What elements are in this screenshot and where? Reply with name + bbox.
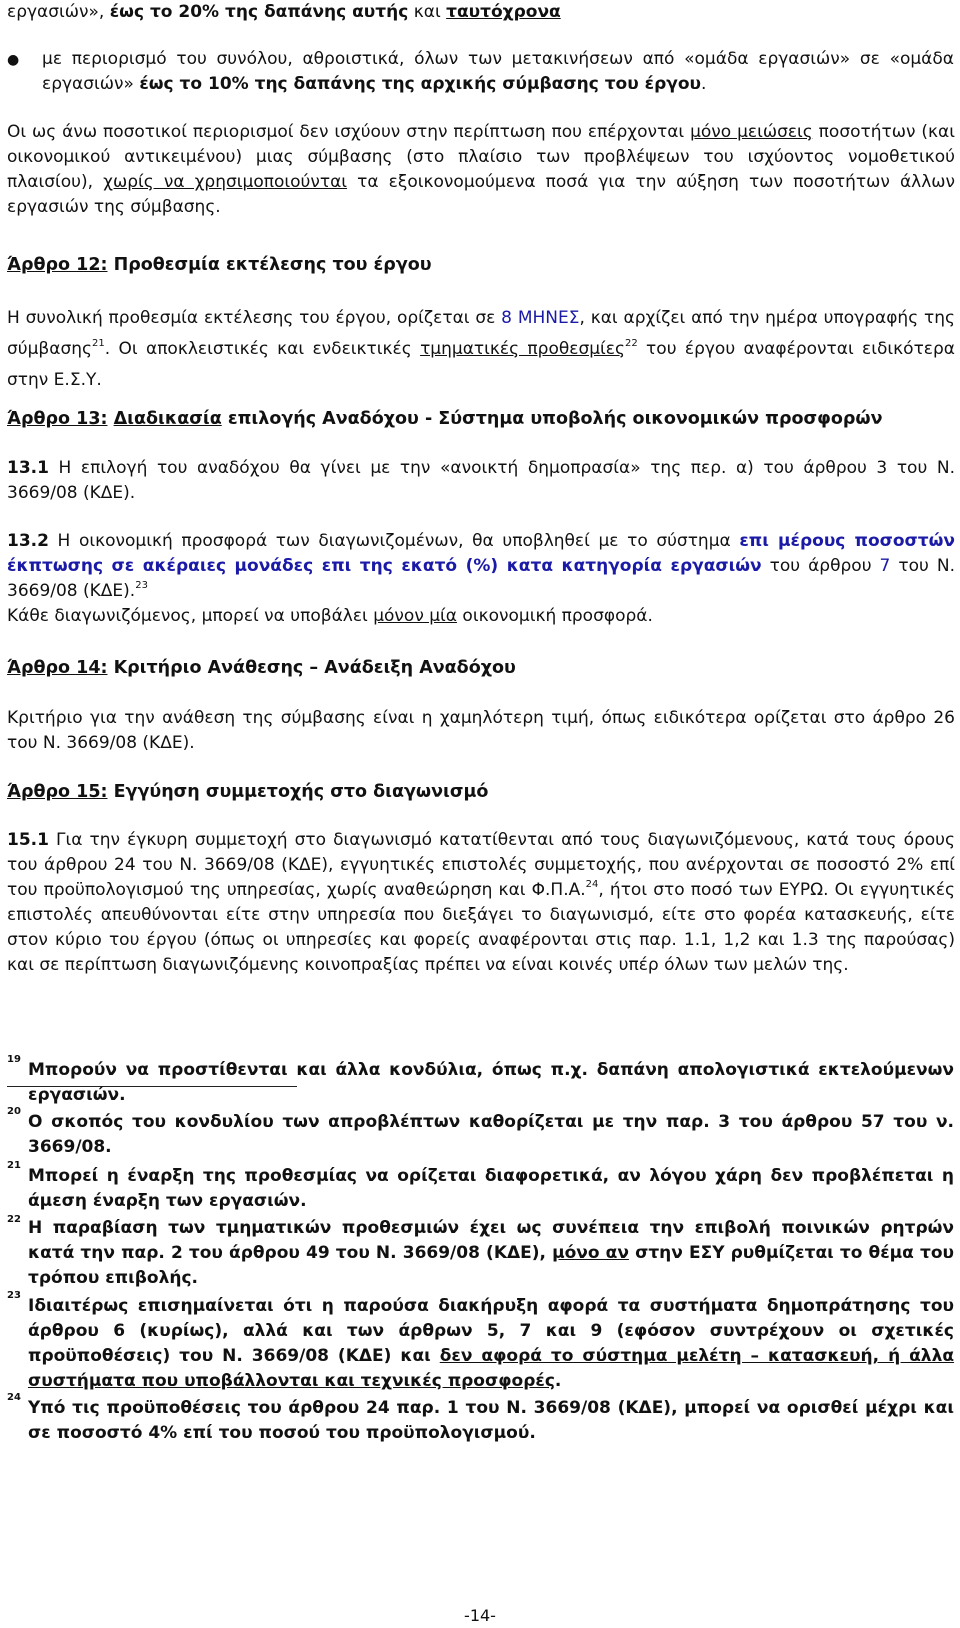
underlined-text: τμηματικές προθεσμίες: [420, 339, 625, 359]
footnote-ref: 22: [624, 338, 638, 349]
footnote-text: Μπορεί η έναρξη της προθεσμίας να ορίζεται διαφορετικά, αν λόγου χάρη δεν προβλέπεται η άμεση έναρξη των εργασιών.: [28, 1166, 954, 1211]
clause-number: 13.2: [7, 531, 49, 551]
footnote-text: Υπό τις προϋποθέσεις του άρθρου 24 παρ. 1 του Ν. 3669/08 (ΚΔΕ), μπορεί να ορισθεί μέχρι και σε ποσοστό 4% επί του ποσού του προϋπολογισμού.: [28, 1398, 954, 1443]
article-12-paragraph: [7, 303, 955, 396]
bullet-icon: ●: [7, 52, 20, 68]
text: Κριτήριο για την ανάθεση της σύμβασης είναι η χαμηλότερη τιμή, όπως ειδικότερα ορίζεται στο άρθρο 26 του Ν. 3669/08 (ΚΔΕ).: [7, 708, 955, 753]
article-title: επιλογής Αναδόχου - Σύστημα υποβολής οικονομικών προσφορών: [221, 409, 883, 429]
footnote-text: στην ΕΣΥ ρυθμίζεται το θέμα του τρόπου επιβολής.: [28, 1243, 954, 1288]
text: .: [701, 74, 707, 94]
underlined-text: χωρίς να χρησιμοποιούνται: [103, 172, 348, 192]
footnote-number: 23: [7, 1290, 21, 1301]
text: . Οι αποκλειστικές και ενδεικτικές: [104, 339, 421, 359]
footnote-text: Μπορούν να προστίθενται και άλλα κονδύλια, όπως π.χ. δαπάνη απολογιστικά εκτελούμενων εργασιών.: [28, 1060, 954, 1105]
article-title: Προθεσμία εκτέλεσης του έργου: [107, 255, 432, 275]
footnote-text: Ιδιαιτέρως επισημαίνεται ότι η παρούσα διακήρυξη αφορά τα συστήματα δημοπράτησης του άρθρου 6 (κυρίως), αλλά και των άρθρων 5, 7 και 9 (εφόσον συντρέχουν οι σχετικές προϋποθέσεις) του Ν. 3669/08 (ΚΔΕ) και: [28, 1296, 954, 1366]
article-title: Εγγύηση συμμετοχής στο διαγωνισμό: [107, 782, 489, 802]
underlined-text: δεν αφορά το σύστημα μελέτη – κατασκευή, ή άλλα συστήματα που υποβάλλονται και τεχνικές προσφορές: [28, 1346, 955, 1391]
article-13-2: [7, 529, 955, 629]
continuation-line: [7, 0, 955, 25]
underlined-text: μόνον μία: [373, 606, 458, 626]
footnote-text: Ο σκοπός του κονδυλίου των απροβλέπτων καθορίζεται με την παρ. 3 του άρθρου 57 του ν. 3669/08.: [28, 1112, 954, 1157]
article-15-heading: [7, 782, 955, 802]
text: του Ν. 3669/08 (ΚΔΕ).: [7, 556, 955, 601]
footnote-21: [28, 1164, 954, 1214]
article-label: Άρθρο 13:: [7, 409, 108, 429]
bold-text: έως το 20% της δαπάνης αυτής: [109, 2, 409, 22]
article-13-1: [7, 456, 955, 506]
text: Κάθε διαγωνιζόμενος, μπορεί να υποβάλει: [7, 606, 374, 626]
footnote-22: [28, 1216, 954, 1291]
article-12-heading: [7, 255, 955, 275]
footnote-number: 24: [7, 1392, 21, 1403]
bold-text: έως το 10% της δαπάνης της αρχικής σύμβασης του έργου: [139, 74, 701, 94]
footnote-number: 19: [7, 1054, 21, 1065]
highlighted-text: επι μέρους ποσοστών έκπτωσης σε ακέραιες μονάδες επι της εκατό (%) κατα κατηγορία εργασιών: [7, 531, 955, 576]
article-label: Άρθρο 12:: [7, 255, 108, 275]
footnote-24: [28, 1396, 954, 1446]
bullet-item: [42, 47, 954, 97]
text: του άρθρου: [761, 556, 880, 576]
article-label: Άρθρο 15:: [7, 782, 108, 802]
text: οικονομική προσφορά.: [457, 606, 653, 626]
article-number: 7: [879, 556, 891, 576]
article-13-heading: [7, 409, 955, 429]
underlined-text: μόνο μειώσεις: [690, 122, 813, 142]
text: με περιορισμό του συνόλου, αθροιστικά, όλων των μετακινήσεων από «ομάδα εργασιών» σε «ομάδα εργασιών»: [42, 49, 954, 94]
footnote-text: .: [554, 1371, 562, 1391]
article-label: Άρθρο 14:: [7, 658, 108, 678]
footnote-number: 21: [7, 1160, 21, 1171]
footnote-ref: 23: [135, 580, 148, 591]
article-15-1: [7, 828, 955, 978]
text: τα εξοικονομούμενα ποσά για την αύξηση των ποσοτήτων άλλων εργασιών της σύμβασης.: [7, 172, 955, 217]
text: Η οικονομική προσφορά των διαγωνιζομένων, θα υποβληθεί με το σύστημα: [48, 531, 740, 551]
clause-number: 15.1: [7, 830, 49, 850]
duration-value: 8 ΜΗΝΕΣ: [501, 308, 580, 328]
footnote-ref: 24: [585, 879, 599, 890]
text: , ήτοι στο ποσό των ΕΥΡΩ. Οι εγγυητικές επιστολές απευθύνονται είτε στην υπηρεσία που διεξάγει το διαγωνισμό, είτε στο φορέα κατασκευής, είτε στον κύριο του έργου (όπως οι υπηρεσίες και φορείς αναφέρονται στις παρ. 1.1, 1,2 και 1.3 της παρούσας) και σε περίπτωση διαγωνιζόμενης κοινοπραξίας πρέπει να είναι κοινές υπέρ όλων των μελών της.: [7, 880, 955, 975]
footnote-ref: 21: [92, 338, 105, 349]
text: και: [408, 2, 447, 22]
text: Η επιλογή του αναδόχου θα γίνει με την «ανοικτή δημοπρασία» της περ. α) του άρθρου 3 του Ν. 3669/08 (ΚΔΕ).: [7, 458, 955, 503]
text: του έργου αναφέρονται ειδικότερα στην Ε.Σ.Υ.: [7, 339, 955, 390]
page-number: -14-: [464, 1606, 496, 1625]
text: , και αρχίζει από την ημέρα υπογραφής της σύμβασης: [7, 308, 955, 359]
text: Η συνολική προθεσμία εκτέλεσης του έργου, ορίζεται σε: [7, 308, 502, 328]
bold-underlined-text: ταυτόχρονα: [446, 2, 561, 22]
footnote-number: 20: [7, 1106, 21, 1117]
text: ποσοτήτων (και οικονομικού αντικειμένου) μιας σύμβασης (στο πλαίσιο των προβλέψεων του ισχύοντος νομοθετικού πλαισίου),: [7, 122, 955, 192]
footnote-text: Η παραβίαση των τμηματικών προθεσμιών έχει ως συνέπεια την επιβολή ποινικών ρητρών κατά την παρ. 2 του άρθρου 49 του Ν. 3669/08 (ΚΔΕ),: [28, 1218, 954, 1263]
article-14-paragraph: [7, 706, 955, 756]
footnote-23: [28, 1294, 954, 1394]
article-title-underlined: Διαδικασία: [113, 409, 222, 429]
footnote-number: 22: [7, 1214, 21, 1225]
underlined-text: μόνο αν: [552, 1243, 629, 1263]
text: εργασιών»,: [7, 2, 110, 22]
text: Οι ως άνω ποσοτικοί περιορισμοί δεν ισχύουν στην περίπτωση που επέρχονται: [7, 122, 691, 142]
article-14-heading: [7, 658, 955, 678]
text: Για την έγκυρη συμμετοχή στο διαγωνισμό κατατίθενται από τους διαγωνιζόμενους, κατά τους όρους του άρθρου 24 του Ν. 3669/08 (ΚΔΕ), εγγυητικές επιστολές συμμετοχής, που ανέρχονται σε ποσοστό 2% επί του προϋπολογισμού της υπηρεσίας, χωρίς αναθεώρηση και Φ.Π.Α.: [7, 830, 955, 900]
article-title: Κριτήριο Ανάθεσης – Ανάδειξη Αναδόχου: [107, 658, 516, 678]
footnote-19: [28, 1058, 954, 1108]
clause-number: 13.1: [7, 458, 49, 478]
footnote-20: [28, 1110, 954, 1160]
paragraph-limits: [7, 120, 955, 220]
